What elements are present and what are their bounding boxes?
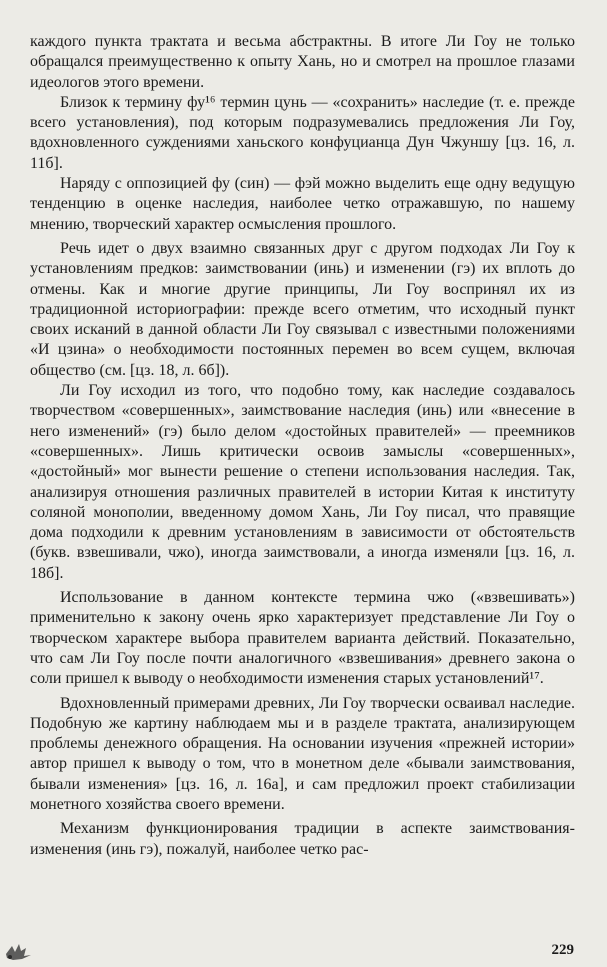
paragraph-5: Ли Гоу исходил из того, что подобно тому, как наследие создавалось творчеством «совершенных», заимствование наследия (инь) или «внесение в него изменений» (гэ) было делом «достойных правителей» — преемников «совершенных». Лишь критически освоив замыслы «совершенных», «достойный» мог вынести решение о степени использования наследия. Так, анализируя отношения различных правителей в истории Китая к институту соляной монополии, введенному домом Хань, Ли Гоу писал, что правящие дома подходили к древним установлениям в зависимости от обстоятельств (букв. взвешивали, чжо), иногда заимствовали, а иногда изменяли [цз. 16, л. 18б]. bbox=[30, 382, 575, 582]
page-number: 229 bbox=[551, 942, 574, 958]
page-footer bbox=[0, 940, 607, 964]
paragraph-7: Вдохновленный примерами древних, Ли Гоу творчески осваивал наследие. Подобную же картину наблюдаем мы и в разделе трактата, анализирующем проблемы денежного обращения. На основании изучения «прежней истории» автор пришел к выводу о том, что в монетном деле «бывали заимствования, бывали изменения» [цз. 16, л. 16а], и сам предложил проект стабилизации монетного хозяйства своего времени. bbox=[30, 694, 575, 813]
paragraph-8: Механизм функционирования традиции в аспекте заимствования-изменения (инь гэ), пожалуй, наиболее четко рас- bbox=[30, 820, 575, 858]
paragraph-3: Наряду с оппозицией фу (син) — фэй можно выделить еще одну ведущую тенденцию в оценке наследия, наиболее четко отражавшую, по нашему мнению, творческий характер осмысления прошлого. bbox=[30, 175, 575, 233]
paragraph-2: Близок к термину фу¹⁶ термин цунь — «сохранить» наследие (т. е. прежде всего установления), под которым подразумевались предложения Ли Гоу, вдохновленного суждениями ханьского конфуцианца Дун Чжуншу [цз. 16, л. 11б]. bbox=[30, 93, 575, 172]
paragraph-1: каждого пункта трактата и весьма абстрактны. В итоге Ли Гоу не только обращался преимущественно к опыту Хань, но и смотрел на прошлое глазами идеологов этого времени. bbox=[30, 33, 575, 91]
ink-smudge-icon bbox=[4, 940, 34, 962]
paragraph-6: Использование в данном контексте термина чжо («взвешивать») применительно к закону очень ярко характеризует представление Ли Гоу о творческом характере выбора правителем варианта действий. Показательно, что сам Ли Гоу после почти аналогичного «взвешивания» древнего закона о соли пришел к выводу о необходимости изменения старых установлений¹⁷. bbox=[30, 589, 575, 688]
body-text bbox=[30, 32, 575, 860]
paragraph-4: Речь идет о двух взаимно связанных друг с другом подходах Ли Гоу к установлениям предков: заимствовании (инь) и изменении (гэ) их вплоть до отмены. Как и многие другие принципы, Ли Гоу воспринял их из традиционной историографии: прежде всего отметим, что исходный пункт своих исканий в данной области Ли Гоу связывал с известными положениями «И цзина» о необходимости постоянных перемен во всем сущем, включая общество (см. [цз. 18, л. 6б]). bbox=[30, 239, 575, 379]
